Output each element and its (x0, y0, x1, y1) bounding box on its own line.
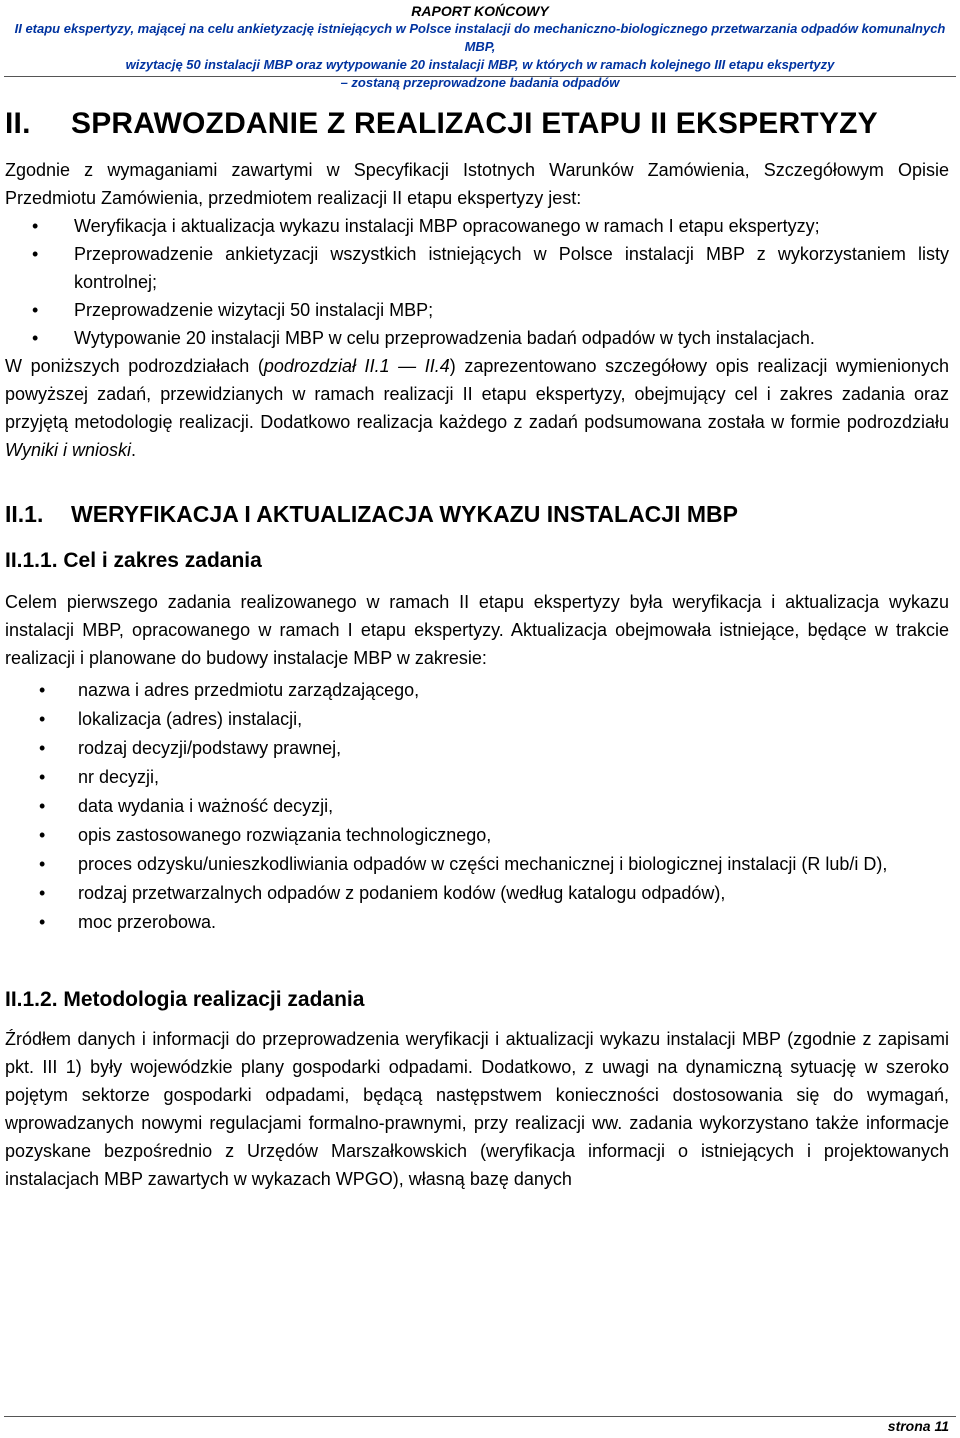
list-item: • Weryfikacja i aktualizacja wykazu instalacji MBP opracowanego w ramach I etapu ekspertyzy; (5, 212, 949, 240)
list-item: • rodzaj decyzji/podstawy prawnej, (5, 734, 949, 763)
list-item: • nr decyzji, (5, 763, 949, 792)
page-number: strona 11 (887, 1418, 949, 1434)
task-list (5, 212, 949, 352)
running-header (0, 0, 960, 92)
section-number: II. (5, 107, 31, 140)
overview-text-a: W poniższych podrozdziałach ( (5, 356, 264, 376)
list-item: • Wytypowanie 20 instalacji MBP w celu przeprowadzenia badań odpadów w tych instalacjach. (5, 324, 949, 352)
page-content (5, 104, 949, 1193)
list-item: • moc przerobowa. (5, 908, 949, 937)
header-line-1: II etapu ekspertyzy, mającej na celu ankietyzację istniejących w Polsce instalacji do mechaniczno-biologicznego przetwarzania odpadów komunalnych MBP, (14, 21, 946, 54)
list-item: • lokalizacja (adres) instalacji, (5, 705, 949, 734)
header-divider (4, 76, 956, 77)
header-line-2: wizytację 50 instalacji MBP oraz wytypowanie 20 instalacji MBP, w których w ramach kolejnego III etapu ekspertyzy (125, 57, 835, 72)
list-item: • opis zastosowanego rozwiązania technologicznego, (5, 821, 949, 850)
header-line-3: – zostaną przeprowadzone badania odpadów (340, 75, 620, 90)
list-item: • Przeprowadzenie ankietyzacji wszystkich istniejących w Polsce instalacji MBP z wykorzystaniem listy kontrolnej; (5, 240, 949, 296)
footer-divider (4, 1416, 956, 1417)
subsection-number: II.1. (5, 501, 44, 527)
subsection-heading (5, 499, 949, 529)
list-item: • proces odzysku/unieszkodliwiania odpadów w części mechanicznej i biologicznej instalacji (R lub/i D), (5, 850, 949, 879)
list-item: • rodzaj przetwarzalnych odpadów z podaniem kodów (według katalogu odpadów), (5, 879, 949, 908)
overview-ref-2: Wyniki i wnioski (5, 440, 132, 460)
list-item: • nazwa i adres przedmiotu zarządzającego, (5, 676, 949, 705)
intro-paragraph: Zgodnie z wymaganiami zawartymi w Specyfikacji Istotnych Warunków Zamówienia, Szczegółowym Opisie Przedmiotu Zamówienia, przedmiotem realizacji II etapu ekspertyzy jest: (5, 160, 949, 208)
section-heading (5, 104, 949, 144)
list-item: • Przeprowadzenie wizytacji 50 instalacji MBP; (5, 296, 949, 324)
overview-ref: podrozdział II.1 — II.4 (263, 356, 450, 376)
subsection-title: WERYFIKACJA I AKTUALIZACJA WYKAZU INSTALACJI MBP (71, 501, 738, 527)
section-title: SPRAWOZDANIE Z REALIZACJI ETAPU II EKSPERTYZY (71, 107, 878, 140)
scope-list (5, 676, 949, 937)
list-item: • data wydania i ważność decyzji, (5, 792, 949, 821)
method-paragraph: Źródłem danych i informacji do przeprowadzenia weryfikacji i aktualizacji wykazu instalacji MBP (zgodnie z zapisami pkt. III 1) były wojewódzkie plany gospodarki odpadami. Dodatkowo, z uwagi na dynamiczną sytuację w szeroko pojętym sektorze gospodarki odpadami, będącą następstwem konieczności dostosowania się do wymagań, wprowadzanych nowymi regulacjami formalno-prawnymi, przy realizacji ww. zadania wykorzystano także informacje pozyskane bezpośrednio z Urzędów Marszałkowskich (weryfikacja informacji o istniejących i projektowanych instalacjach MBP zawartych w wykazach WPGO), własną bazę danych (5, 1029, 949, 1189)
subsubsection-heading-goal: II.1.1. Cel i zakres zadania (5, 549, 262, 572)
overview-paragraph (5, 352, 949, 464)
subsubsection-heading-method: II.1.2. Metodologia realizacji zadania (5, 988, 365, 1011)
goal-paragraph: Celem pierwszego zadania realizowanego w ramach II etapu ekspertyzy była weryfikacja i aktualizacja wykazu instalacji MBP, opracowanego w ramach I etapu ekspertyzy. Aktualizacja obejmowała istniejące, będące w trakcie realizacji i planowane do budowy instalacje MBP w zakresie: (5, 592, 949, 668)
overview-text-end: . (131, 440, 137, 460)
report-label: RAPORT KOŃCOWY (411, 3, 549, 19)
overview-text-b: ) zaprezentowano szczegółowy opis realizacji wymienionych powyższej zadań, przewidzianych w ramach realizacji II etapu ekspertyzy, obejmujący cel i zakres zadania oraz przyjętą metodologię realizacji. Dodatkowo realizacja każdego z zadań podsumowana została w formie podrozdziału (5, 356, 950, 432)
